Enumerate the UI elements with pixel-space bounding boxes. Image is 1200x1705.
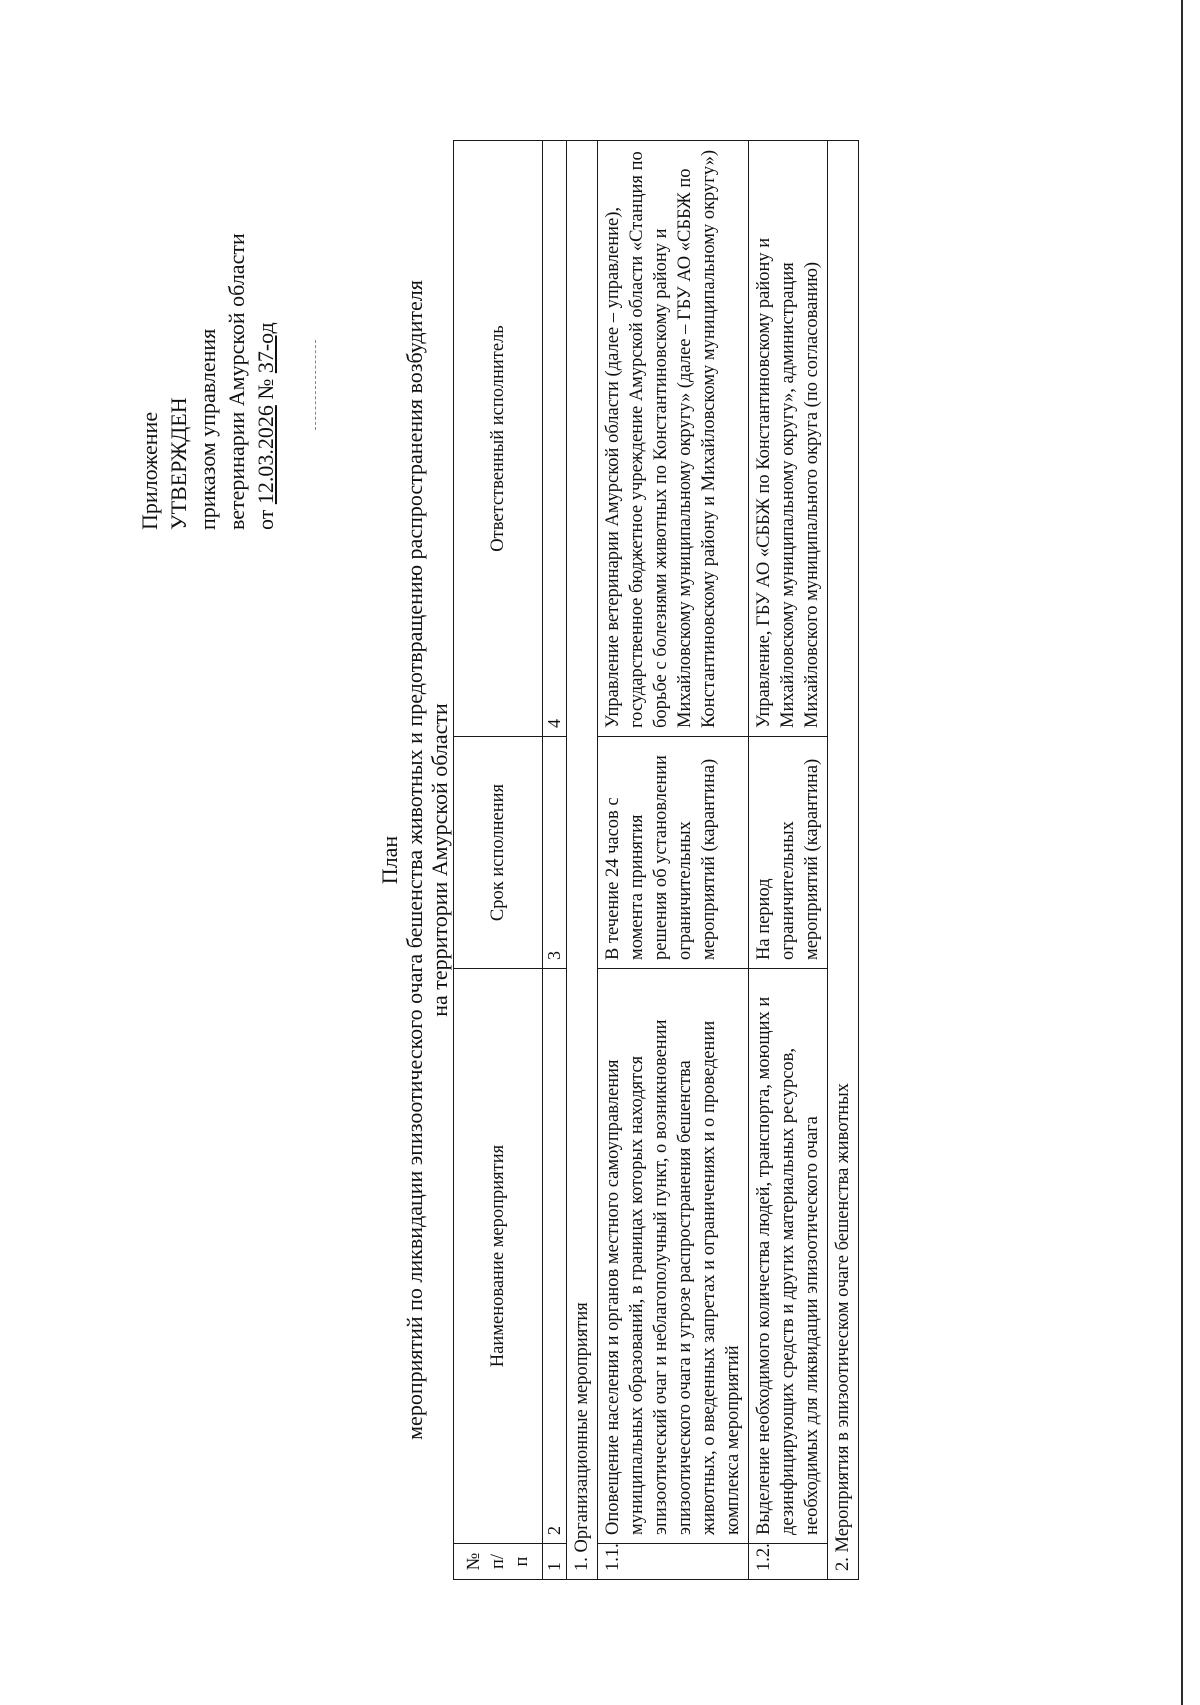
- table-row: [598, 141, 749, 1580]
- header-name: Наименование мероприятия: [454, 969, 543, 1544]
- separator-dash: [315, 340, 317, 430]
- plan-title-subject: мероприятий по ликвидации эпизоотического очага бешенства животных и предотвращению распространения возбудителя: [402, 280, 427, 1440]
- order-number: 37-од: [253, 322, 278, 374]
- measure-responsible: Управление, ГБУ АО «СББЖ по Константиновскому району и Михайловскому муниципальному округу», администрация Михайловского муниципального округа (по согласованию): [749, 141, 828, 737]
- measure-responsible: Управление ветеринарии Амурской области (далее – управление), государственное бюджетное учреждение Амурской области «Станция по борьбе с болезнями животных по Константиновскому району и Михайловскому муниципальному округу» (далее – ГБУ АО «СББЖ по Константиновскому району и Михайловскому муниципальному округу»): [598, 141, 749, 737]
- row-number: 1.1.: [598, 1544, 749, 1580]
- measures-table: [453, 140, 859, 1580]
- header-term: Срок исполнения: [454, 737, 543, 969]
- column-number: 3: [543, 737, 567, 969]
- section-title-outbreak: 2. Мероприятия в эпизоотическом очаге бешенства животных: [828, 141, 859, 1580]
- order-date: 12.03.2026: [253, 405, 278, 505]
- measure-name: Выделение необходимого количества людей, транспорта, моющих и дезинфицирующих средств и других материальных ресурсов, необходимых для ликвидации эпизоотического очага: [749, 969, 828, 1544]
- table-header-row: [454, 141, 543, 1580]
- plan-title: [377, 140, 452, 1580]
- measure-name: Оповещение населения и органов местного самоуправления муниципальных образований, в границах которых находятся эпизоотический очаг и неблагополучный пункт, о возникновении эпизоотического очага и угрозе распространения бешенства животных, о введенных запретах и ограничениях и о проведении комплекса мероприятий: [598, 969, 749, 1544]
- measure-term: На период ограничительных мероприятий (карантина): [749, 737, 828, 969]
- header-number: № п/п: [454, 1544, 543, 1580]
- column-number-row: [543, 141, 567, 1580]
- measure-term: В течение 24 часов с момента принятия решения об установлении ограничительных мероприятий (карантина): [598, 737, 749, 969]
- section-row: [567, 141, 598, 1580]
- approval-stamp: [135, 233, 280, 530]
- column-number: 1: [543, 1544, 567, 1580]
- approval-line-appendix: Приложение: [137, 411, 162, 530]
- section-title-organizational: 1. Организационные мероприятия: [567, 141, 598, 1580]
- table-row: [749, 141, 828, 1580]
- plan-title-region: на территории Амурской области: [427, 703, 452, 1017]
- approval-line-department: ветеринарии Амурской области: [224, 233, 249, 530]
- approval-line-approved: УТВЕРЖДЕН: [166, 397, 191, 530]
- column-number: 2: [543, 969, 567, 1544]
- approval-line-date: [251, 233, 280, 530]
- column-number: 4: [543, 141, 567, 737]
- date-prefix: от: [253, 509, 278, 530]
- approval-line-order: приказом управления: [195, 328, 220, 530]
- number-prefix: №: [253, 378, 278, 400]
- row-number: 1.2.: [749, 1544, 828, 1580]
- scan-edge-line: [1181, 0, 1183, 1705]
- plan-title-heading: План: [377, 835, 402, 885]
- section-row: [828, 141, 859, 1580]
- header-responsible: Ответственный исполнитель: [454, 141, 543, 737]
- document-page: [75, 100, 1095, 1620]
